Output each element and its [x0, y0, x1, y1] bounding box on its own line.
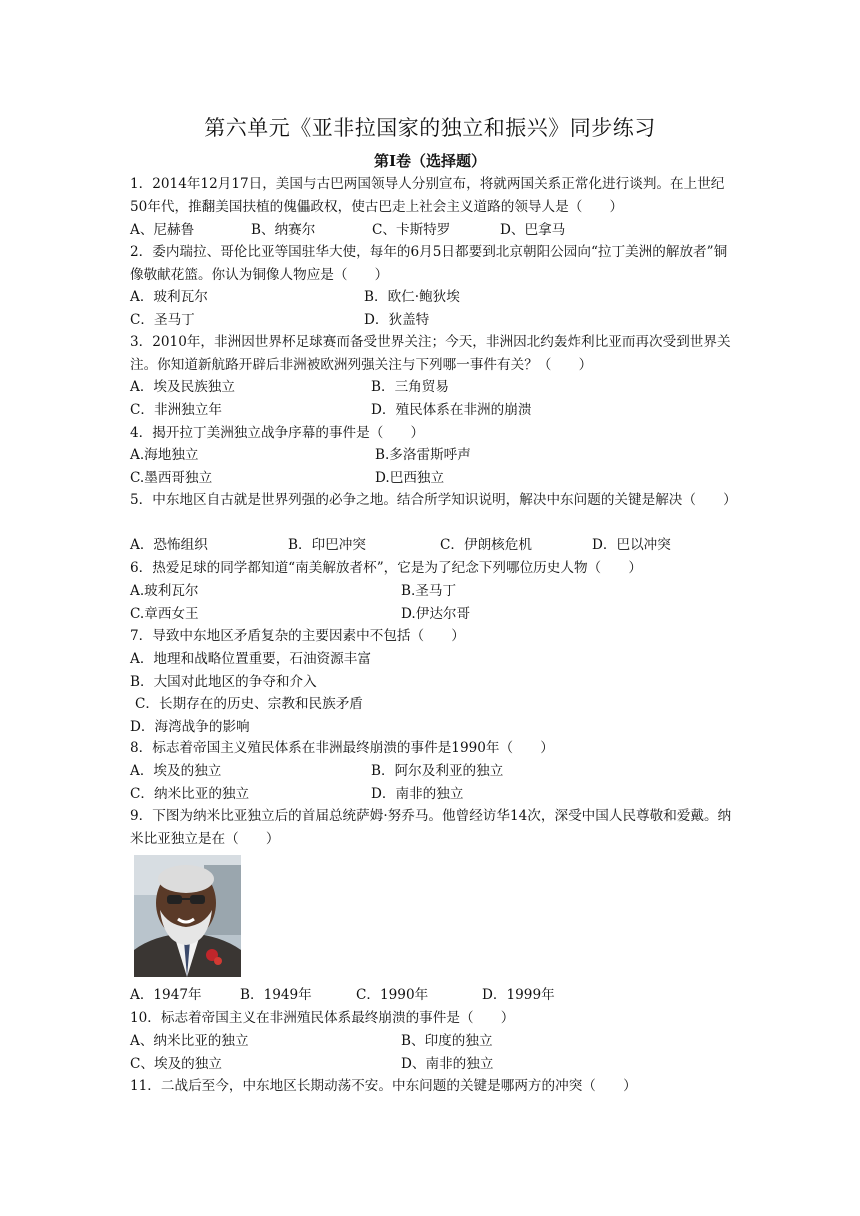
- option-a: A.海地独立: [130, 447, 199, 463]
- option-a: A．1947年: [130, 987, 202, 1003]
- option-c: C、埃及的独立: [130, 1055, 222, 1072]
- option-a: A．埃及的独立: [130, 763, 222, 779]
- option-a: A．玻利瓦尔: [130, 289, 208, 305]
- option-d: D、南非的独立: [401, 1055, 494, 1072]
- option-c: C．伊朗核危机: [440, 537, 532, 553]
- option-c: C.墨西哥独立: [130, 469, 213, 486]
- question-3-options: [130, 376, 735, 421]
- option-c: C．圣马丁: [130, 311, 195, 328]
- option-d: D．巴以冲突: [592, 537, 671, 553]
- portrait-illustration: [134, 855, 241, 977]
- option-b: B．大国对此地区的争夺和介入: [130, 673, 317, 690]
- option-a: A、纳米比亚的独立: [130, 1033, 249, 1049]
- question-1-stem: 1．2014年12月17日，美国与古巴两国领导人分别宣布，将就两国关系正常化进行谈判。在上世纪50年代，推翻美国扶植的傀儡政权，使古巴走上社会主义道路的领导人是（ ）: [130, 176, 725, 215]
- option-d: D．海湾战争的影响: [130, 719, 250, 736]
- question-5-stem: 5．中东地区自古就是世界列强的必争之地。结合所学知识说明，解决中东问题的关键是解决（ ）: [130, 492, 737, 508]
- option-b: B．1949年: [240, 987, 312, 1003]
- option-b: B、纳赛尔: [251, 222, 316, 238]
- option-d: D.巴西独立: [375, 469, 445, 486]
- option-b: B．阿尔及利亚的独立: [371, 763, 504, 779]
- option-b: B．印巴冲突: [288, 537, 366, 553]
- option-c: C．纳米比亚的独立: [130, 785, 250, 802]
- question-4-options: [130, 444, 735, 489]
- option-b: B.圣马丁: [401, 583, 457, 599]
- portrait-photo: [134, 855, 241, 977]
- option-a: A.玻利瓦尔: [130, 583, 199, 599]
- question-3-stem: 3．2010年，非洲因世界杯足球赛而备受世界关注；今天，非洲因北约轰炸利比亚而再次受到世界关注。你知道新航路开辟后非洲被欧洲列强关注与下列哪一事件有关？（ ）: [130, 334, 731, 373]
- question-9-options: [130, 984, 735, 1007]
- question-11-stem: 11．二战后至今，中东地区长期动荡不安。中东问题的关键是哪两方的冲突（ ）: [130, 1078, 637, 1094]
- option-a: A．埃及民族独立: [130, 379, 235, 395]
- section-heading: 第Ⅰ卷（选择题）: [373, 152, 487, 170]
- question-7-options: [130, 648, 735, 739]
- option-a: A．地理和战略位置重要，石油资源丰富: [130, 651, 371, 667]
- question-10-stem: 10．标志着帝国主义在非洲殖民体系最终崩溃的事件是（ ）: [130, 1010, 515, 1026]
- option-d: D．南非的独立: [371, 785, 464, 802]
- document-title: 第六单元《亚非拉国家的独立和振兴》同步练习: [204, 116, 656, 140]
- option-b: B．三角贸易: [371, 379, 449, 395]
- question-2-options: [130, 286, 735, 331]
- option-d: D．狄盖特: [364, 311, 430, 328]
- option-c: C、卡斯特罗: [372, 222, 451, 238]
- option-b: B．欧仁·鲍狄埃: [364, 289, 460, 305]
- option-c: C．非洲独立年: [130, 401, 222, 418]
- option-d: D、巴拿马: [500, 222, 566, 238]
- option-c: C．长期存在的历史、宗教和民族矛盾: [135, 696, 363, 713]
- question-9-stem: 9．下图为纳米比亚独立后的首届总统萨姆·努乔马。他曾经访华14次，深受中国人民尊敬和爱戴。纳米比亚独立是在（ ）: [130, 808, 732, 847]
- option-a: A、尼赫鲁: [130, 222, 195, 238]
- question-5-options: [130, 534, 735, 557]
- question-6-stem: 6．热爱足球的同学都知道“南美解放者杯”，它是为了纪念下列哪位历史人物（ ）: [130, 560, 642, 576]
- question-10-options: [130, 1030, 735, 1075]
- question-4-stem: 4．揭开拉丁美洲独立战争序幕的事件是（ ）: [130, 425, 425, 441]
- option-b: B.多洛雷斯呼声: [375, 447, 471, 463]
- question-1-options: [130, 219, 735, 242]
- question-6-options: [130, 580, 735, 625]
- option-d: D．1999年: [482, 987, 555, 1003]
- question-2-stem: 2．委内瑞拉、哥伦比亚等国驻华大使，每年的6月5日都要到北京朝阳公园向“拉丁美洲的解放者”铜像敬献花篮。你认为铜像人物应是（ ）: [130, 244, 728, 283]
- question-8-options: [130, 760, 735, 805]
- option-b: B、印度的独立: [401, 1033, 493, 1049]
- question-7-stem: 7．导致中东地区矛盾复杂的主要因素中不包括（ ）: [130, 628, 465, 644]
- option-d: D.伊达尔哥: [401, 605, 471, 622]
- option-a: A．恐怖组织: [130, 537, 208, 553]
- question-8-stem: 8．标志着帝国主义殖民体系在非洲最终崩溃的事件是1990年（ ）: [130, 740, 554, 756]
- option-d: D．殖民体系在非洲的崩溃: [371, 401, 532, 418]
- option-c: C．1990年: [356, 987, 429, 1003]
- option-c: C.章西女王: [130, 605, 199, 622]
